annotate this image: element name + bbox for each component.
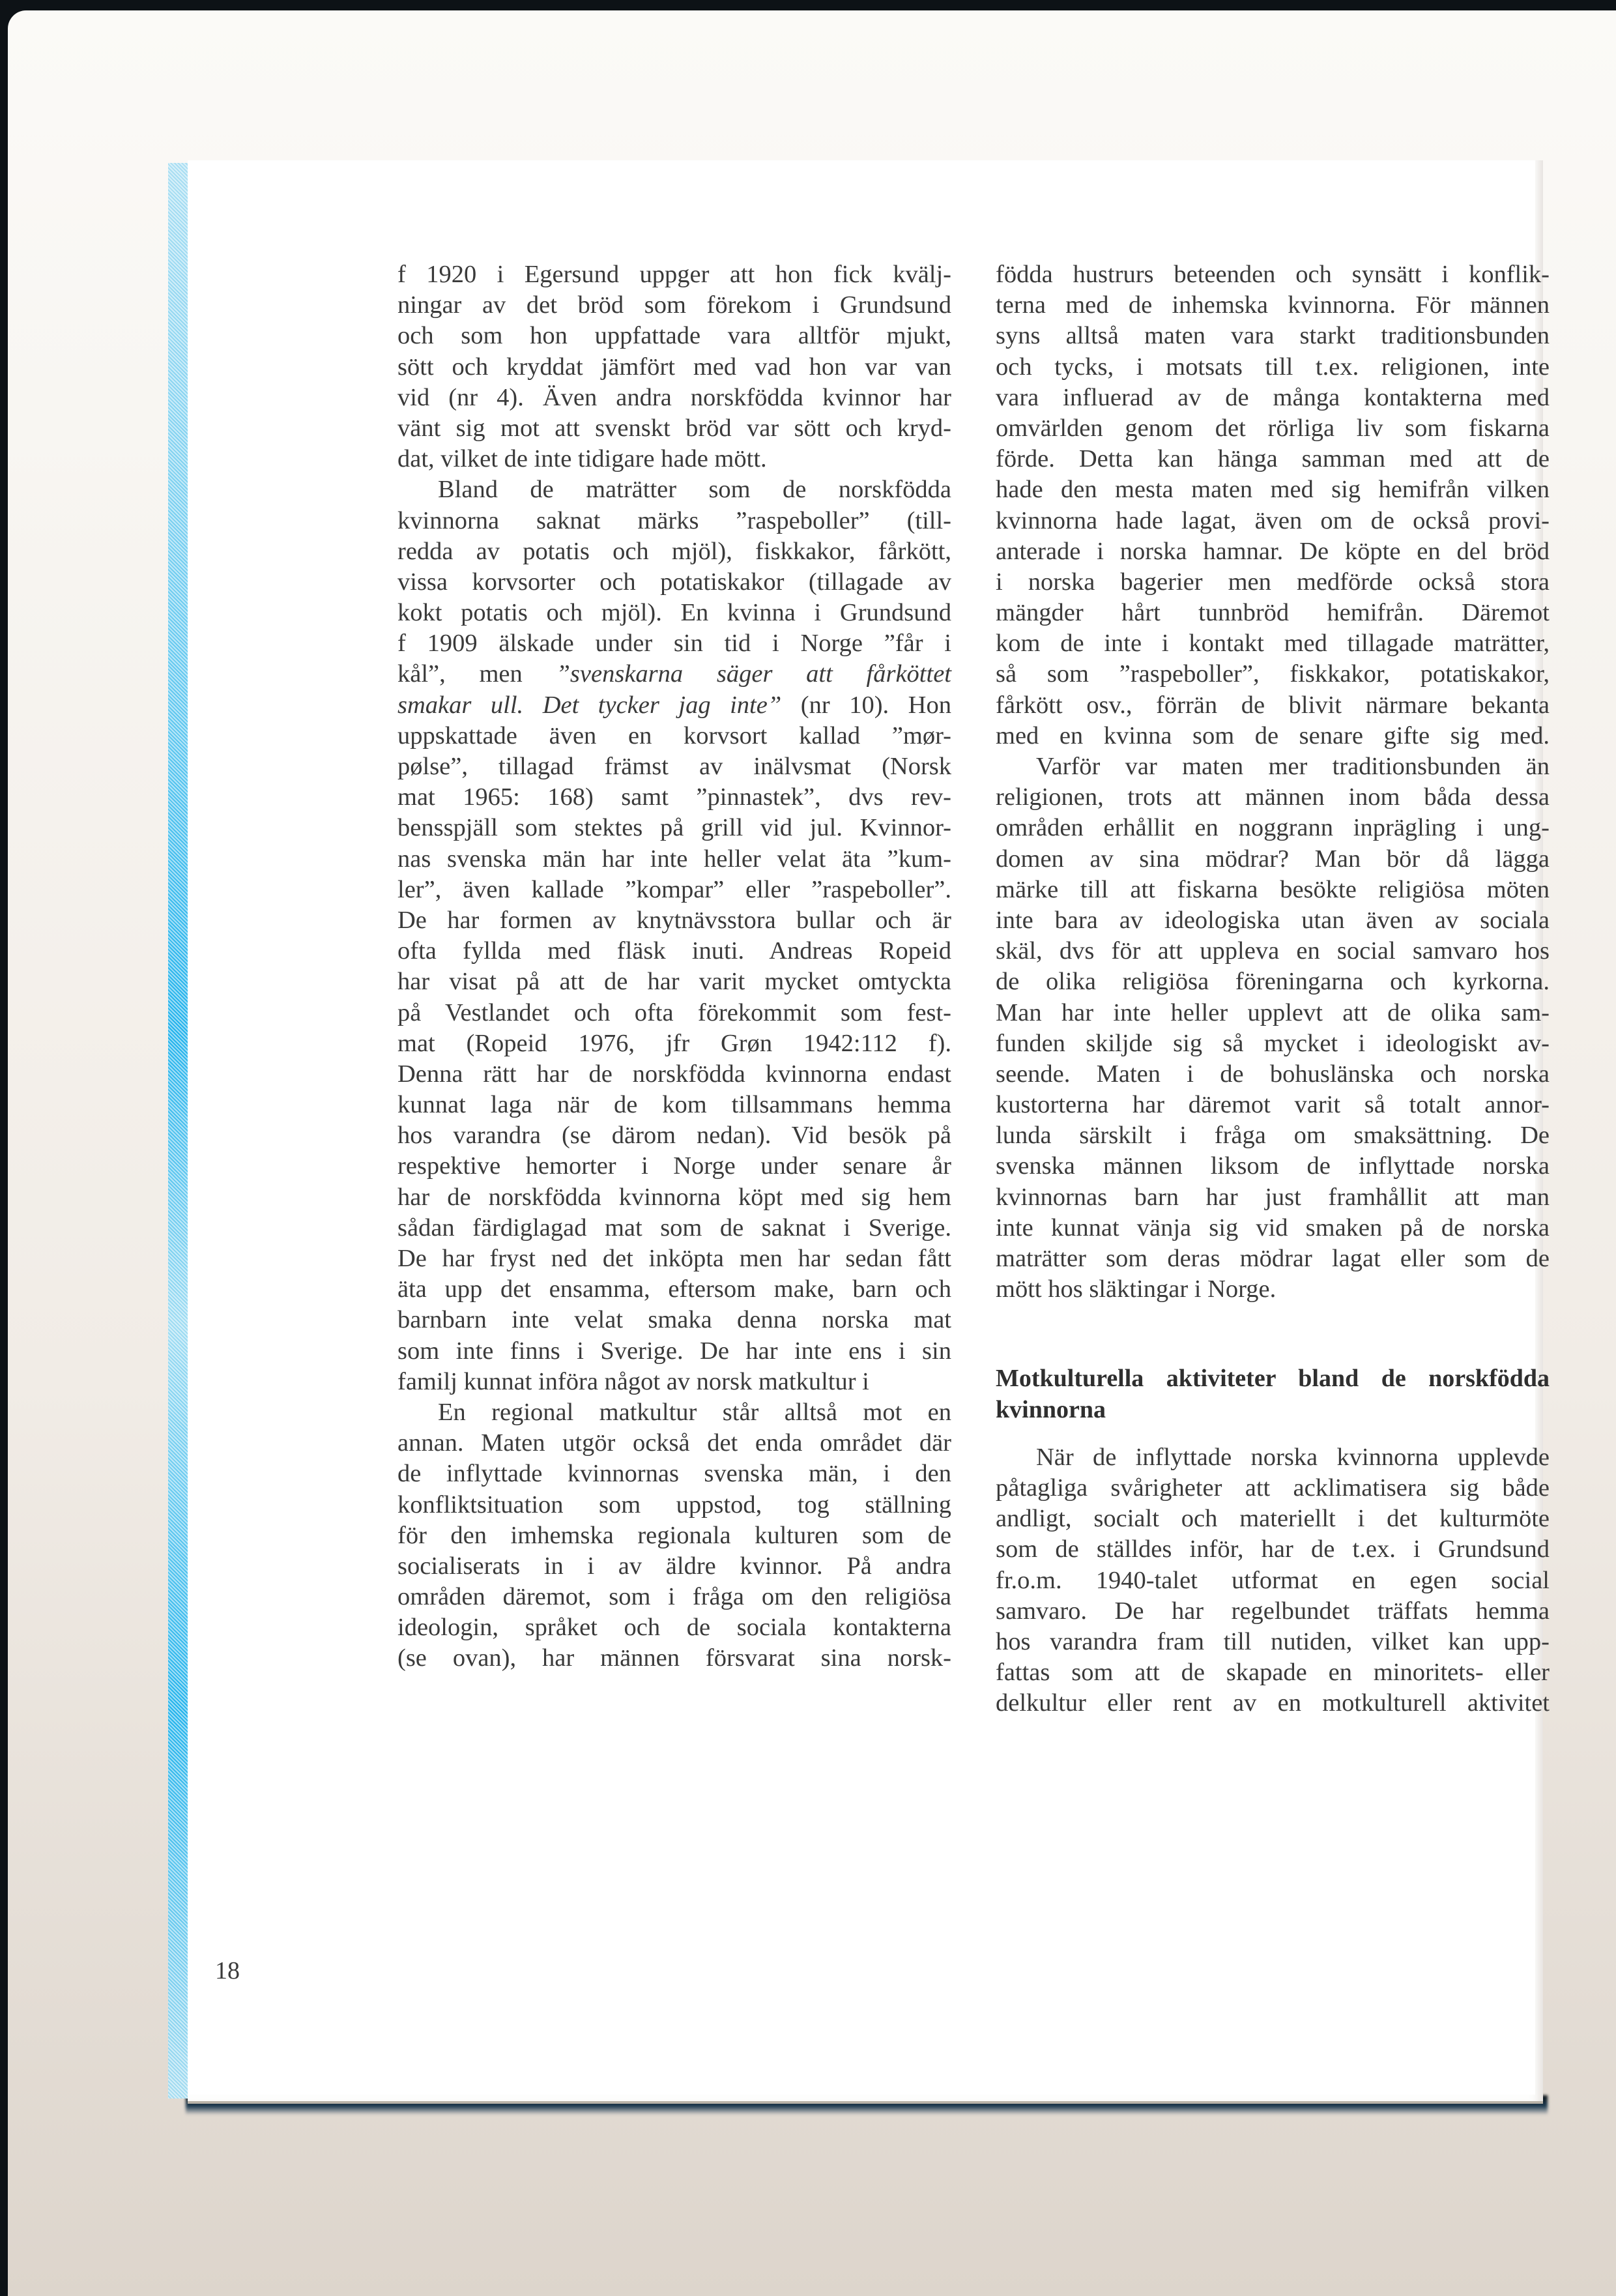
text-line: som inte finns i Sverige. De har inte ens i sin — [397, 1337, 951, 1365]
text-line: religionen, trots att männen inom båda dessa — [996, 783, 1550, 811]
paragraph-3 — [397, 1397, 951, 1674]
text-line: med en kvinna som de senare gifte sig med. — [996, 721, 1550, 749]
text-line: svenska männen liksom de inflyttade norska — [996, 1152, 1550, 1180]
text-line: delkultur eller rent av en motkulturell aktivitet — [996, 1689, 1550, 1717]
text-line: fattas som att de skapade en minoritets- eller — [996, 1659, 1550, 1687]
text-line: andligt, socialt och materiellt i det kulturmöte — [996, 1505, 1550, 1533]
text-line: hade den mesta maten med sig hemifrån vilken — [996, 476, 1550, 504]
text-line: för den imhemska regionala kulturen som de — [397, 1521, 951, 1549]
text-line: skäl, dvs för att uppleva en social samvaro hos — [996, 937, 1550, 965]
text-line: respektive hemorter i Norge under senare år — [397, 1152, 951, 1180]
page-number: 18 — [215, 1957, 240, 1984]
text-line: mat (Ropeid 1976, jfr Grøn 1942:112 f). — [397, 1029, 951, 1057]
text-line: områden erhållit en noggrann inprägling i ung- — [996, 814, 1550, 842]
text-span: kål”, men — [397, 660, 556, 688]
text-line: samvaro. De har regelbundet träffats hemma — [996, 1597, 1550, 1625]
text-span: (nr 10). Hon — [781, 691, 951, 719]
text-line: En regional matkultur står alltså mot en — [438, 1398, 951, 1426]
text-line: De har formen av knytnävsstora bullar och är — [397, 906, 951, 934]
text-line: nas svenska män har inte heller velat äta ”kum- — [397, 845, 951, 873]
text-line: och som hon uppfattade vara alltför mjukt, — [397, 322, 951, 350]
text-line: fr.o.m. 1940-talet utformat en egen social — [996, 1566, 1550, 1594]
heading-spacer — [996, 1425, 1550, 1442]
text-line: fårkött osv., förrän de blivit närmare bekanta — [996, 691, 1550, 719]
text-line: märke till att fiskarna besökte religiösa möten — [996, 875, 1550, 903]
text-line: sött och kryddat jämfört med vad hon var van — [397, 353, 951, 381]
paragraph-continued — [996, 259, 1550, 751]
text-line: annan. Maten utgör också det enda området där — [397, 1429, 951, 1457]
text-line: områden däremot, som i fråga om den religiösa — [397, 1583, 951, 1611]
text-line: hos varandra fram till nutiden, vilket kan upp- — [996, 1627, 1550, 1655]
heading-line: kvinnorna — [996, 1395, 1106, 1423]
text-line: har visat på att de har varit mycket omtyckta — [397, 968, 951, 996]
text-line: kvinnornas barn har just framhållit att man — [996, 1183, 1550, 1211]
text-line: kvinnorna hade lagat, även om de också provi- — [996, 506, 1550, 534]
text-line: påtagliga svårigheter att acklimatisera sig både — [996, 1474, 1550, 1502]
text-line: och tycks, i motsats till t.ex. religionen, inte — [996, 353, 1550, 381]
text-line: familj kunnat införa något av norsk matkultur i — [397, 1367, 869, 1395]
text-line: barnbarn inte velat smaka denna norska mat — [397, 1306, 951, 1334]
text-line: som de ställdes inför, har de t.ex. i Grundsund — [996, 1535, 1550, 1563]
text-line: ler”, även kallade ”kompar” eller ”raspeboller”. — [397, 875, 951, 903]
text-line: vid (nr 4). Även andra norskfödda kvinnor har — [397, 383, 951, 411]
text-line: de olika religiösa föreningarna och kyrkorna. — [996, 968, 1550, 996]
paragraph-2 — [397, 474, 951, 1397]
text-line: Denna rätt har de norskfödda kvinnorna endast — [397, 1060, 951, 1088]
text-line: bensspjäll som stektes på grill vid jul. Kvinnor- — [397, 814, 951, 842]
text-line: pølse”, tillagad främst av inälvsmat (Norsk — [397, 753, 951, 780]
text-line: terna med de inhemska kvinnorna. För männen — [996, 291, 1550, 319]
text-line: f 1909 älskade under sin tid i Norge ”får i — [397, 630, 951, 658]
text-line: uppskattade även en korvsort kallad ”mør- — [397, 721, 951, 749]
text-line: domen av sina mödrar? Man bör då lägga — [996, 845, 1550, 873]
text-line: har de norskfödda kvinnorna köpt med sig hem — [397, 1183, 951, 1211]
text-line-with-italic — [397, 690, 951, 721]
text-line: ningar av det bröd som förekom i Grundsund — [397, 291, 951, 319]
text-line: ideologin, språket och de sociala kontakterna — [397, 1614, 951, 1642]
text-line: funden skiljde sig så mycket i ideologiskt av- — [996, 1029, 1550, 1057]
text-line-with-italic — [397, 659, 951, 690]
text-line: redda av potatis och mjöl), fiskkakor, fårkött, — [397, 537, 951, 565]
text-line: kvinnorna saknat märks ”raspeboller” (till- — [397, 506, 951, 534]
text-line: kustorterna har däremot varit så totalt annor- — [996, 1091, 1550, 1119]
text-line: anterade i norska hamnar. De köpte en del bröd — [996, 537, 1550, 565]
text-line: De har fryst ned det inköpta men har sedan fått — [397, 1245, 951, 1272]
text-line: på Vestlandet och ofta förekommit som fest- — [397, 998, 951, 1026]
section-spacer — [996, 1305, 1550, 1363]
text-line: kom de inte i kontakt med tillagade maträtter, — [996, 630, 1550, 658]
paragraph-1 — [397, 259, 951, 474]
paragraph-section — [996, 1442, 1550, 1719]
text-line: kunnat laga när de kom tillsammans hemma — [397, 1091, 951, 1119]
text-line: kokt potatis och mjöl). En kvinna i Grundsund — [397, 599, 951, 627]
paragraph-varfor — [996, 751, 1550, 1305]
text-line: hos varandra (se därom nedan). Vid besök på — [397, 1122, 951, 1150]
text-line: socialiserats in i av äldre kvinnor. På andra — [397, 1552, 951, 1580]
text-line: så som ”raspeboller”, fiskkakor, potatiskakor, — [996, 660, 1550, 688]
text-line: mat 1965: 168) samt ”pinnastek”, dvs rev- — [397, 783, 951, 811]
text-line: maträtter som deras mödrar lagat eller som de — [996, 1245, 1550, 1272]
book-spine-edge — [168, 163, 188, 2099]
text-line: födda hustrurs beteenden och synsätt i konflik- — [996, 261, 1550, 288]
italic-quote: ”svenskarna säger att fårköttet — [556, 660, 951, 688]
text-line: vara influerad av de många kontakterna med — [996, 383, 1550, 411]
italic-quote: smakar ull. Det tycker jag inte” — [397, 691, 782, 719]
text-line: vänt sig mot att svenskt bröd var sött och kryd- — [397, 414, 951, 442]
text-line: (se ovan), har männen försvarat sina norsk- — [397, 1644, 951, 1672]
text-line: mött hos släktingar i Norge. — [996, 1275, 1277, 1303]
text-line: När de inflyttade norska kvinnorna upplevde — [1036, 1443, 1550, 1471]
text-line: inte bara av ideologiska utan även av sociala — [996, 906, 1550, 934]
text-line: äta upp det ensamma, eftersom make, barn och — [397, 1275, 951, 1303]
text-line: förde. Detta kan hänga samman med att de — [996, 445, 1550, 473]
section-heading — [996, 1363, 1550, 1425]
left-column — [397, 259, 951, 1674]
text-line: sådan färdiglagad mat som de saknat i Sverige. — [397, 1213, 951, 1242]
text-line: f 1920 i Egersund uppger att hon fick kvälj- — [397, 261, 951, 288]
book-page — [188, 160, 1550, 2095]
text-line: Bland de maträtter som de norskfödda — [438, 476, 951, 504]
text-line: lunda särskilt i fråga om smaksättning. De — [996, 1122, 1550, 1150]
text-line: inte kunnat vänja sig vid smaken på de norska — [996, 1213, 1550, 1242]
text-line: mängder hårt tunnbröd hemifrån. Däremot — [996, 599, 1550, 627]
text-line: syns alltså maten vara starkt traditionsbunden — [996, 322, 1550, 350]
text-line: dat, vilket de inte tidigare hade mött. — [397, 445, 767, 473]
text-line: ofta fyllda med fläsk inuti. Andreas Ropeid — [397, 937, 951, 965]
text-line: seende. Maten i de bohuslänska och norska — [996, 1060, 1550, 1088]
text-line: de inflyttade kvinnornas svenska män, i den — [397, 1460, 951, 1488]
text-line: Varför var maten mer traditionsbunden än — [1036, 753, 1550, 780]
text-line: omvärlden genom det rörliga liv som fiskarna — [996, 414, 1550, 442]
text-line: konfliktsituation som uppstod, tog ställning — [397, 1490, 951, 1519]
text-line: i norska bagerier men medförde också stora — [996, 568, 1550, 596]
text-line: Man har inte heller upplevt att de olika sam- — [996, 998, 1550, 1026]
heading-line: Motkulturella aktiviteter bland de norskfödda — [996, 1365, 1550, 1393]
text-line: vissa korvsorter och potatiskakor (tillagade av — [397, 568, 951, 596]
right-column — [996, 259, 1550, 1719]
